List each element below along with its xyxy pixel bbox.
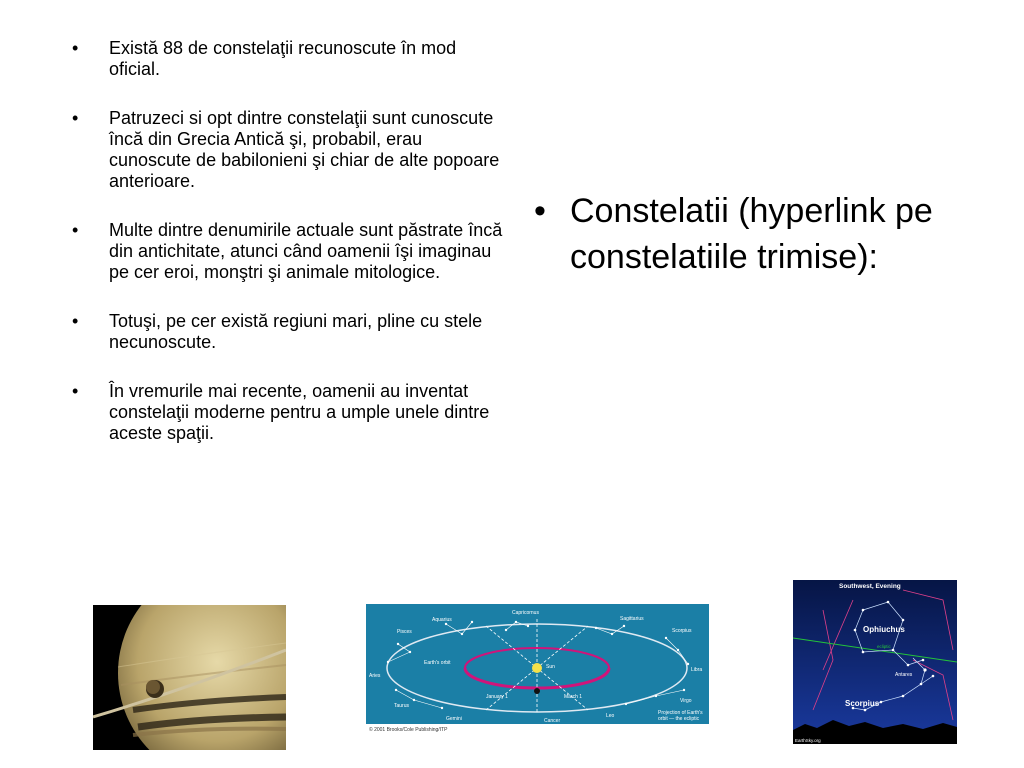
bullet-text: Există 88 de constelaţii recunoscute în mod oficial.: [109, 38, 457, 79]
bullet-symbol: •: [72, 381, 79, 401]
label-virgo: Virgo: [680, 698, 692, 704]
zodiac-diagram-image: [366, 604, 709, 733]
bullet-item: [58, 220, 508, 283]
bullet-text: Totuşi, pe cer există regiuni mari, pline cu stele necunoscute.: [109, 311, 483, 352]
zodiac-diagram: [366, 604, 709, 733]
bullet-item: [58, 108, 508, 192]
label-january: January 1: [486, 694, 508, 700]
sky-chart: [793, 580, 957, 744]
label-sagittarius: Sagittarius: [620, 616, 644, 622]
label-scorpius: Scorpius: [845, 699, 880, 708]
label-capricornus: Capricornus: [512, 610, 539, 616]
label-gemini: Gemini: [446, 716, 462, 722]
sky-chart-title: Southwest, Evening: [839, 583, 901, 590]
label-ophiuchus: Ophiuchus: [863, 625, 905, 634]
bullet-text: Multe dintre denumirile actuale sunt păstrate încă din antichitate, atunci când oamenii îşi imaginau pe cer eroi, monştri şi animale mitologice.: [109, 220, 503, 282]
info-bullet-list: [58, 38, 508, 472]
label-taurus: Taurus: [394, 703, 410, 709]
label-ecliptic: ecliptic: [877, 644, 891, 649]
bullet-symbol: •: [72, 220, 79, 240]
bullet-item: [58, 38, 508, 80]
label-cancer: Cancer: [544, 718, 561, 724]
bullet-text: În vremurile mai recente, oamenii au inventat constelaţii moderne pentru a umple unele dintre aceste spaţii.: [109, 381, 490, 443]
label-pisces: Pisces: [397, 629, 412, 635]
bullet-item: [58, 311, 508, 353]
bullet-text: Patruzeci si opt dintre constelaţii sunt cunoscute încă din Grecia Antică şi, probabil, erau cunoscute de babilonieni şi chiar de alte popoare anterioare.: [109, 108, 500, 191]
label-libra: Libra: [691, 667, 703, 673]
constellation-link-text[interactable]: Constelatii (hyperlink pe constelatiile trimise):: [570, 192, 933, 276]
bullet-item: [58, 381, 508, 444]
saturn-image: [93, 605, 286, 750]
label-aquarius: Aquarius: [432, 617, 452, 623]
zodiac-copyright: © 2001 Brooks/Cole Publishing/ITP: [369, 727, 448, 733]
constellation-link-item[interactable]: [530, 188, 970, 280]
bullet-symbol: •: [72, 108, 79, 128]
label-antares: Antares: [895, 672, 913, 678]
sky-chart-image: [793, 580, 957, 744]
bullet-symbol: •: [72, 38, 79, 58]
label-earths-orbit: Earth's orbit: [424, 660, 451, 666]
label-aries: Aries: [369, 673, 381, 679]
label-leo: Leo: [606, 713, 615, 719]
label-march: March 1: [564, 694, 583, 700]
label-scorpius: Scorpius: [672, 628, 692, 634]
bullet-symbol: •: [72, 311, 79, 331]
saturn-illustration: [93, 605, 286, 750]
label-sun: Sun: [546, 664, 555, 670]
bullet-symbol: •: [534, 192, 546, 230]
label-projection-line2: orbit — the ecliptic: [658, 716, 700, 722]
constellation-link-list: [530, 188, 970, 280]
label-projection-line1: Projection of Earth's: [658, 710, 703, 716]
sky-chart-credit: EarthSky.org: [795, 738, 821, 743]
